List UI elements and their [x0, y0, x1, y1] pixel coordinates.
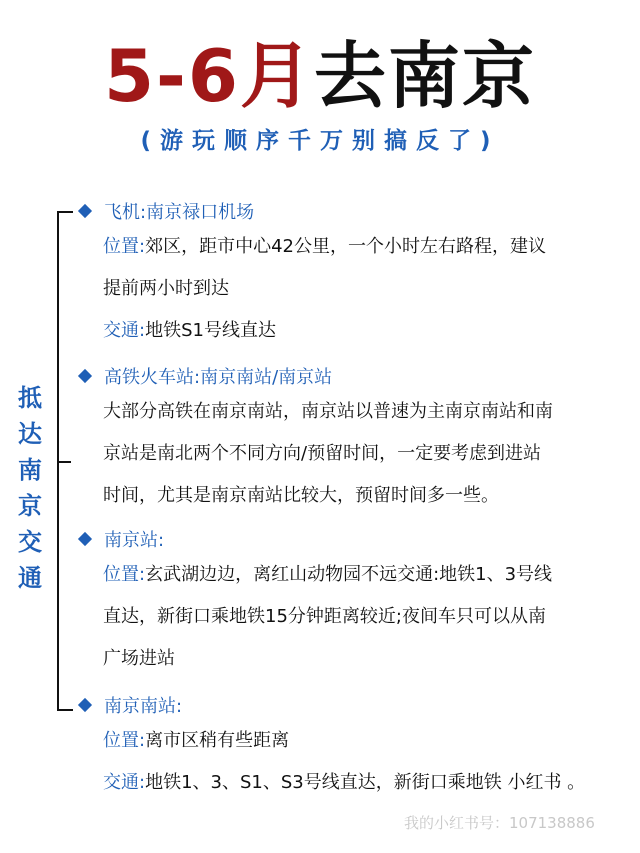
side-title — [16, 380, 44, 596]
line-label: 位置: — [103, 564, 146, 585]
line-text: 地铁1、3、S1、S3号线直达，新街口乘地铁 小红书 。 — [145, 772, 586, 793]
bracket-tick — [57, 461, 71, 463]
text-line — [103, 596, 628, 638]
section-header — [76, 524, 628, 554]
side-title-char: 交 — [18, 528, 42, 556]
side-title-char: 抵 — [18, 384, 42, 412]
line-text: 广场进站 — [103, 648, 175, 669]
section-header — [76, 690, 628, 720]
line-label: 交通: — [103, 772, 146, 793]
diamond-bullet-icon — [78, 204, 92, 218]
title-destination: 去南京 — [314, 34, 537, 118]
line-text: 京站是南北两个不同方向/预留时间，一定要考虑到进站 — [103, 443, 542, 464]
line-text: 直达，新街口乘地铁15分钟距离较近;夜间车只可以从南 — [103, 606, 546, 627]
line-text: 时间，尤其是南京南站比较大，预留时间多一些。 — [103, 485, 499, 506]
text-line — [103, 720, 628, 762]
diamond-bullet-icon — [78, 532, 92, 546]
text-line — [103, 391, 628, 433]
section-header — [76, 361, 628, 391]
text-line — [103, 554, 628, 596]
text-line — [103, 638, 628, 680]
line-text: 地铁S1号线直达 — [145, 320, 276, 341]
side-title-char: 达 — [18, 420, 42, 448]
section-header — [76, 196, 628, 226]
line-label: 位置: — [103, 236, 146, 257]
side-title-char: 京 — [18, 492, 42, 520]
diamond-bullet-icon — [78, 698, 92, 712]
section-nanjing-south-station — [76, 690, 628, 804]
line-text: 提前两小时到达 — [103, 278, 229, 299]
line-text: 大部分高铁在南京南站，南京站以普速为主南京南站和南 — [103, 401, 553, 422]
line-text: 玄武湖边边，离红山动物园不远交通:地铁1、3号线 — [145, 564, 553, 585]
title-months: 5-6月 — [103, 34, 315, 118]
line-label: 位置: — [103, 730, 146, 751]
section-nanjing-station — [76, 524, 628, 680]
section-header-text: 高铁火车站:南京南站/南京站 — [104, 367, 333, 388]
section-header-text: 南京站: — [104, 530, 165, 551]
text-line — [103, 268, 628, 310]
section-header-text: 飞机:南京禄口机场 — [104, 202, 255, 223]
line-text: 离市区稍有些距离 — [145, 730, 290, 751]
section-rail — [76, 361, 628, 517]
side-title-char: 南 — [18, 456, 42, 484]
line-text: 郊区，距市中心42公里，一个小时左右路程，建议 — [145, 236, 546, 257]
text-line — [103, 310, 628, 352]
text-line — [103, 433, 628, 475]
side-title-char: 通 — [18, 564, 42, 592]
page-subtitle: (游玩顺序千万别搞反了) — [140, 128, 500, 154]
text-line — [103, 762, 628, 804]
page-title — [0, 28, 640, 124]
section-header-text: 南京南站: — [104, 696, 183, 717]
line-label: 交通: — [103, 320, 146, 341]
section-airport — [76, 196, 628, 352]
text-line — [103, 475, 628, 517]
watermark: 我的小红书号：107138886 — [404, 814, 595, 832]
text-line — [103, 226, 628, 268]
diamond-bullet-icon — [78, 369, 92, 383]
